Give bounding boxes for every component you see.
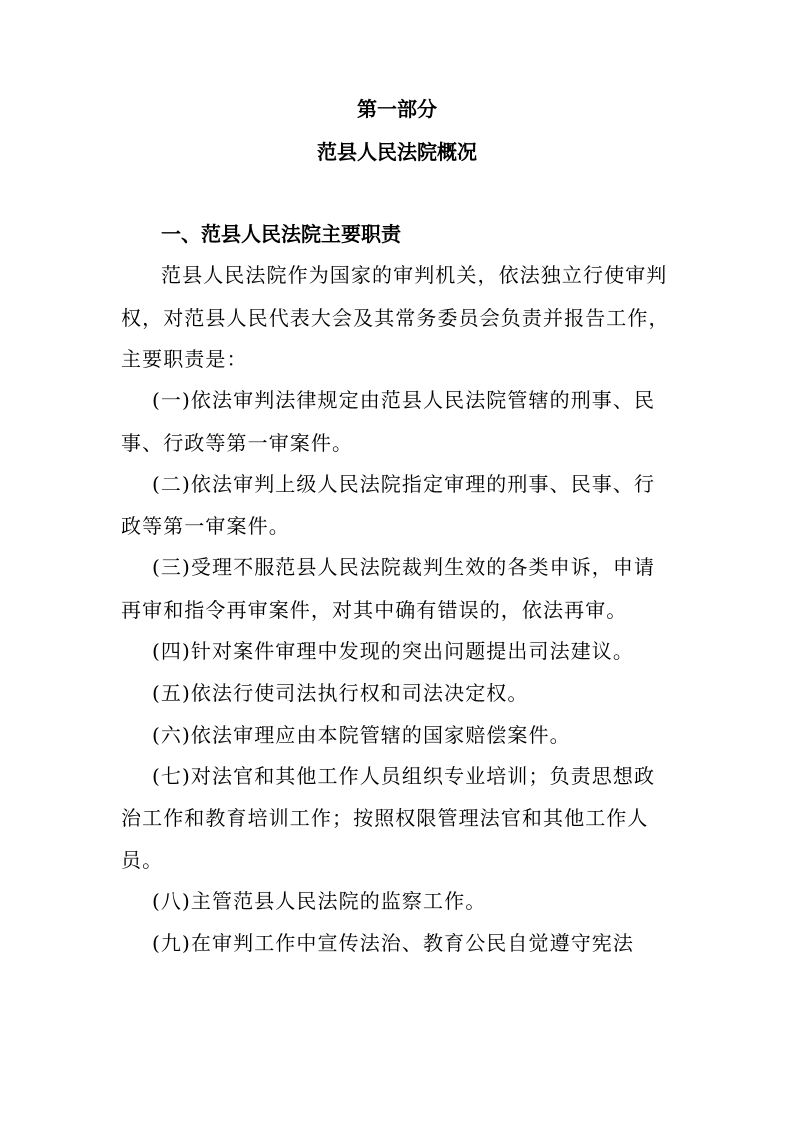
duty-item-7-line-3: 员。 [121,848,164,872]
duty-item-2-line-2: 政等第一审案件。 [121,514,290,538]
intro-line-3: 主要职责是： [121,347,248,371]
duty-item-9-line-1: (九)在审判工作中宣传法治、教育公民自觉遵守宪法 [152,931,635,955]
document-subtitle: 范县人民法院概况 [317,140,477,164]
duty-item-6-line-1: (六)依法审理应由本院管辖的国家赔偿案件。 [152,723,571,747]
duty-item-1-line-1: (一)依法审判法律规定由范县人民法院管辖的刑事、民 [152,388,656,412]
intro-line-1: 范县人民法院作为国家的审判机关，依法独立行使审判 [161,263,668,287]
duty-item-7-line-2: 治工作和教育培训工作；按照权限管理法官和其他工作人 [121,806,649,830]
part-label: 第一部分 [357,97,437,121]
duty-item-2-line-1: (二)依法审判上级人民法院指定审理的刑事、民事、行 [152,472,656,496]
duty-item-3-line-1: (三)受理不服范县人民法院裁判生效的各类申诉，申请 [152,555,656,579]
duty-item-8-line-1: (八)主管范县人民法院的监察工作。 [152,889,487,913]
intro-line-2: 权，对范县人民代表大会及其常务委员会负责并报告工作， [121,306,670,330]
duty-item-5-line-1: (五)依法行使司法执行权和司法决定权。 [152,681,529,705]
duty-item-7-line-1: (七)对法官和其他工作人员组织专业培训；负责思想政 [152,764,656,788]
duty-item-4-line-1: (四)针对案件审理中发现的突出问题提出司法建议。 [152,639,635,663]
duty-item-3-line-2: 再审和指令再审案件，对其中确有错误的，依法再审。 [121,598,628,622]
section-heading: 一、范县人民法院主要职责 [161,222,401,246]
duty-item-1-line-2: 事、行政等第一审案件。 [121,431,354,455]
